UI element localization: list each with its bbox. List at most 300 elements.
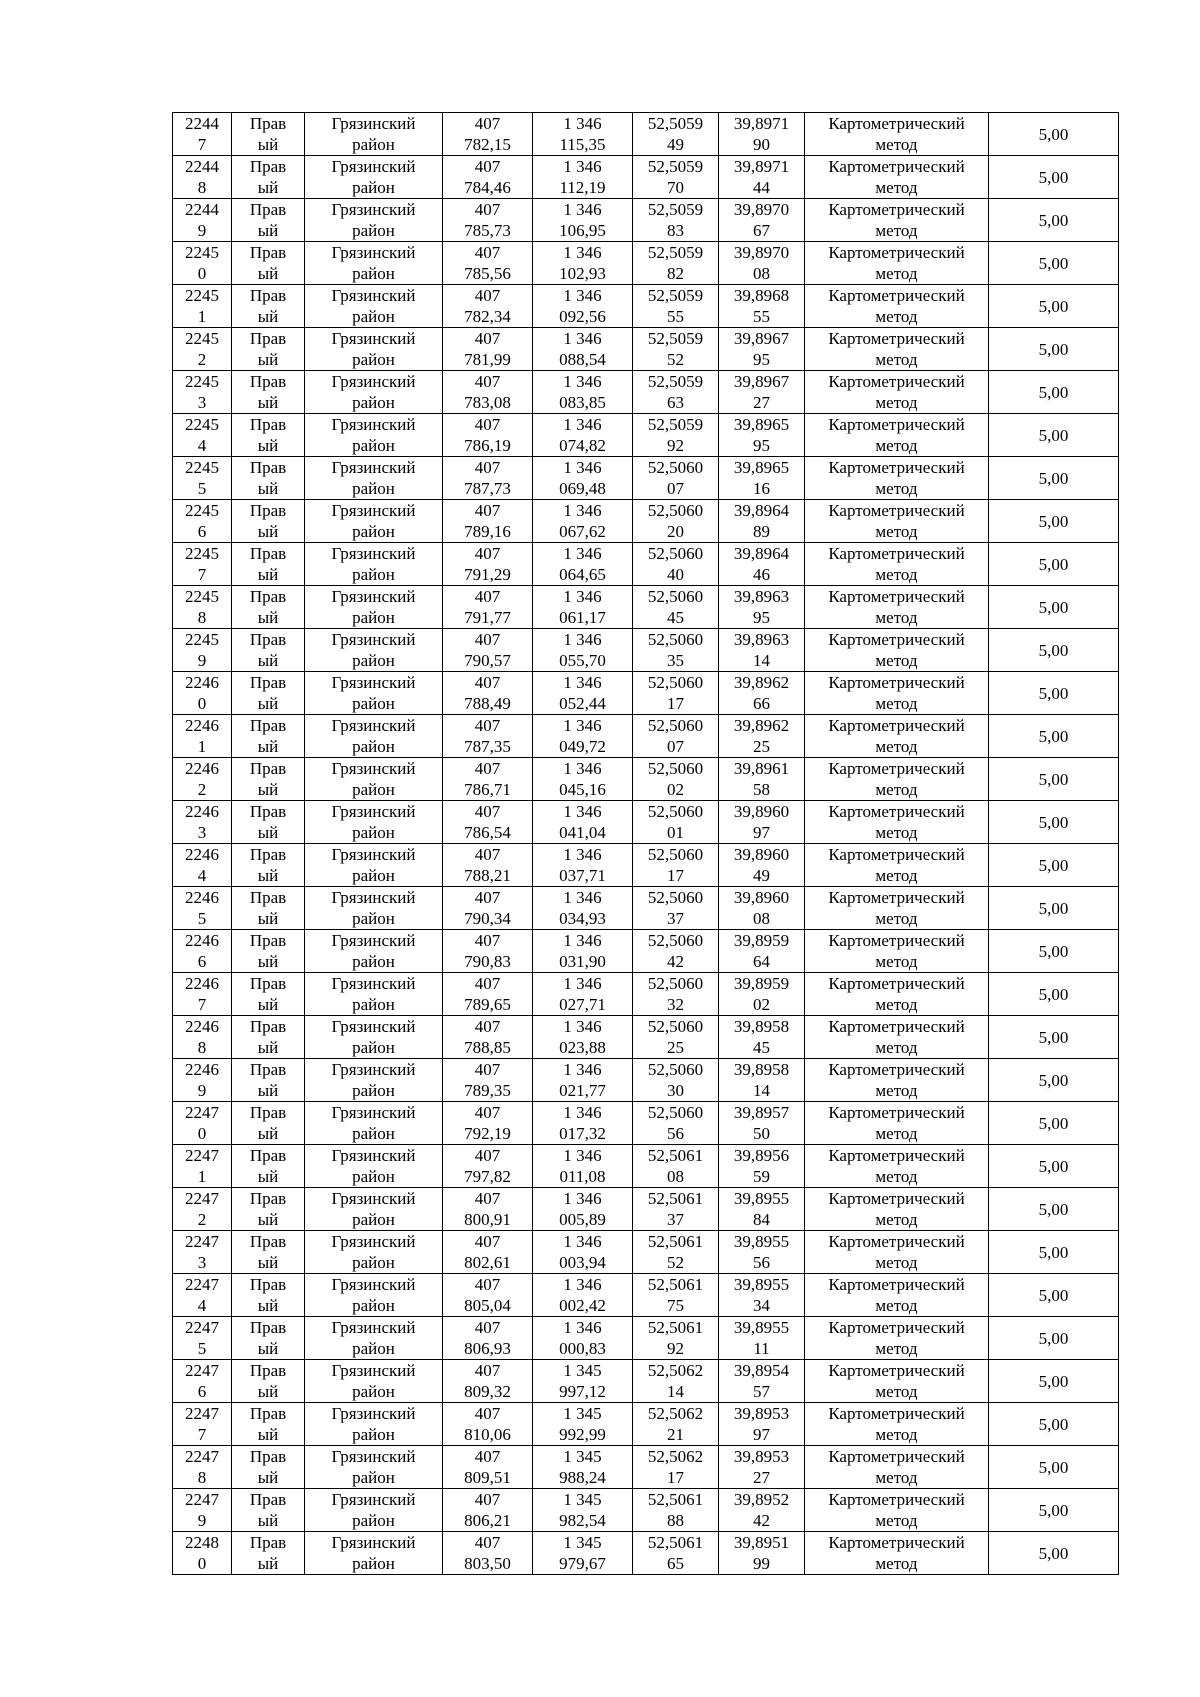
- latitude-cell: [633, 586, 719, 629]
- bank-side-text: Прав: [249, 501, 287, 520]
- table-row: [173, 1102, 1119, 1145]
- x-coordinate-text: 407: [474, 931, 501, 950]
- bank-side-text: Прав: [249, 802, 287, 821]
- bank-side-text: Прав: [249, 1404, 287, 1423]
- district-cell: [305, 113, 443, 156]
- district-text: район: [352, 1081, 395, 1100]
- bank-side-text: ый: [257, 1339, 279, 1358]
- district-text: Грязинский: [331, 845, 416, 864]
- latitude-text: 70: [667, 178, 684, 197]
- latitude-text: 52,5062: [647, 1447, 704, 1466]
- bank-side-cell: [232, 1360, 305, 1403]
- latitude-text: 17: [667, 694, 684, 713]
- longitude-text: 67: [753, 221, 770, 240]
- district-text: район: [352, 909, 395, 928]
- point-number-text: 2246: [185, 974, 219, 993]
- accuracy-cell: 5,00: [989, 1360, 1119, 1403]
- longitude-text: 34: [753, 1296, 770, 1315]
- method-cell: [805, 930, 989, 973]
- point-number-text: 5: [197, 1339, 207, 1358]
- district-text: район: [352, 393, 395, 412]
- method-cell: [805, 1317, 989, 1360]
- point-number-text: 2247: [185, 1189, 219, 1208]
- point-number-text: 2: [197, 350, 207, 369]
- table-row: [173, 414, 1119, 457]
- longitude-text: 39,8967: [733, 329, 790, 348]
- accuracy-cell: 5,00: [989, 672, 1119, 715]
- method-text: Картометрический: [828, 630, 965, 649]
- latitude-text: 52,5059: [647, 200, 704, 219]
- latitude-text: 63: [667, 393, 684, 412]
- x-coordinate-text: 407: [474, 1103, 501, 1122]
- y-coordinate-text: 002,42: [559, 1296, 606, 1315]
- point-number-cell: [173, 500, 232, 543]
- x-coordinate-text: 785,56: [464, 264, 511, 283]
- method-text: Картометрический: [828, 716, 965, 735]
- y-coordinate-text: 011,08: [559, 1167, 606, 1186]
- longitude-cell: [719, 1016, 805, 1059]
- y-coordinate-cell: [533, 1231, 633, 1274]
- method-cell: [805, 1059, 989, 1102]
- accuracy-cell: 5,00: [989, 1145, 1119, 1188]
- bank-side-text: Прав: [249, 1318, 287, 1337]
- latitude-text: 52,5061: [647, 1189, 704, 1208]
- longitude-text: 39,8951: [733, 1533, 790, 1552]
- latitude-text: 75: [667, 1296, 684, 1315]
- district-text: район: [352, 1468, 395, 1487]
- longitude-text: 27: [753, 1468, 770, 1487]
- x-coordinate-text: 809,32: [464, 1382, 511, 1401]
- table-row: [173, 1489, 1119, 1532]
- method-cell: [805, 973, 989, 1016]
- district-text: район: [352, 1511, 395, 1530]
- accuracy-cell: 5,00: [989, 887, 1119, 930]
- x-coordinate-text: 407: [474, 716, 501, 735]
- district-text: Грязинский: [331, 1275, 416, 1294]
- accuracy-cell: 5,00: [989, 1317, 1119, 1360]
- y-coordinate-cell: [533, 285, 633, 328]
- longitude-text: 89: [753, 522, 770, 541]
- latitude-text: 52,5060: [647, 888, 704, 907]
- point-number-text: 2244: [185, 200, 219, 219]
- point-number-text: 2: [197, 1210, 207, 1229]
- method-text: метод: [875, 1554, 918, 1573]
- bank-side-text: ый: [257, 1554, 279, 1573]
- latitude-cell: [633, 242, 719, 285]
- latitude-text: 52,5061: [647, 1490, 704, 1509]
- point-number-cell: [173, 844, 232, 887]
- latitude-cell: [633, 500, 719, 543]
- method-text: Картометрический: [828, 1447, 965, 1466]
- latitude-text: 07: [667, 479, 684, 498]
- method-cell: [805, 242, 989, 285]
- y-coordinate-text: 1 346: [563, 1318, 602, 1337]
- point-number-cell: [173, 973, 232, 1016]
- longitude-cell: [719, 199, 805, 242]
- point-number-text: 2247: [185, 1146, 219, 1165]
- accuracy-cell: 5,00: [989, 1274, 1119, 1317]
- longitude-text: 39,8959: [733, 931, 790, 950]
- y-coordinate-text: 1 346: [563, 802, 602, 821]
- method-text: Картометрический: [828, 372, 965, 391]
- point-number-text: 2246: [185, 931, 219, 950]
- x-coordinate-text: 787,73: [464, 479, 511, 498]
- y-coordinate-cell: [533, 1188, 633, 1231]
- district-cell: [305, 1059, 443, 1102]
- table-row: [173, 586, 1119, 629]
- point-number-text: 5: [197, 909, 207, 928]
- point-number-text: 8: [197, 608, 207, 627]
- longitude-text: 39,8953: [733, 1447, 790, 1466]
- bank-side-cell: [232, 1403, 305, 1446]
- longitude-text: 39,8959: [733, 974, 790, 993]
- latitude-text: 40: [667, 565, 684, 584]
- method-text: Картометрический: [828, 243, 965, 262]
- method-text: метод: [875, 1124, 918, 1143]
- bank-side-cell: [232, 1016, 305, 1059]
- x-coordinate-text: 800,91: [464, 1210, 511, 1229]
- method-text: метод: [875, 952, 918, 971]
- longitude-text: 39,8970: [733, 200, 790, 219]
- y-coordinate-text: 1 346: [563, 1232, 602, 1251]
- x-coordinate-text: 407: [474, 1318, 501, 1337]
- method-text: Картометрический: [828, 759, 965, 778]
- accuracy-cell: 5,00: [989, 1188, 1119, 1231]
- longitude-cell: [719, 1360, 805, 1403]
- x-coordinate-cell: [443, 1016, 533, 1059]
- longitude-text: 90: [753, 135, 770, 154]
- table-row: [173, 113, 1119, 156]
- bank-side-text: Прав: [249, 1189, 287, 1208]
- table-row: [173, 801, 1119, 844]
- table-row: [173, 1188, 1119, 1231]
- district-cell: [305, 156, 443, 199]
- longitude-text: 39,8958: [733, 1060, 790, 1079]
- y-coordinate-cell: [533, 844, 633, 887]
- longitude-text: 95: [753, 436, 770, 455]
- method-text: Картометрический: [828, 157, 965, 176]
- longitude-text: 39,8963: [733, 630, 790, 649]
- point-number-text: 2: [197, 780, 207, 799]
- district-text: Грязинский: [331, 759, 416, 778]
- longitude-text: 39,8967: [733, 372, 790, 391]
- bank-side-cell: [232, 586, 305, 629]
- latitude-cell: [633, 371, 719, 414]
- point-number-text: 7: [197, 995, 207, 1014]
- latitude-cell: [633, 1532, 719, 1575]
- district-text: Грязинский: [331, 716, 416, 735]
- point-number-text: 2247: [185, 1103, 219, 1122]
- y-coordinate-text: 055,70: [559, 651, 606, 670]
- bank-side-text: Прав: [249, 1275, 287, 1294]
- y-coordinate-cell: [533, 1403, 633, 1446]
- longitude-text: 39,8956: [733, 1146, 790, 1165]
- y-coordinate-text: 069,48: [559, 479, 606, 498]
- longitude-text: 39,8953: [733, 1404, 790, 1423]
- point-number-text: 2246: [185, 673, 219, 692]
- bank-side-text: ый: [257, 780, 279, 799]
- table-row: [173, 887, 1119, 930]
- district-text: Грязинский: [331, 974, 416, 993]
- point-number-text: 2246: [185, 759, 219, 778]
- latitude-text: 82: [667, 264, 684, 283]
- latitude-cell: [633, 285, 719, 328]
- method-text: метод: [875, 1468, 918, 1487]
- y-coordinate-cell: [533, 1317, 633, 1360]
- district-cell: [305, 1532, 443, 1575]
- longitude-text: 39,8955: [733, 1189, 790, 1208]
- x-coordinate-text: 788,85: [464, 1038, 511, 1057]
- x-coordinate-text: 789,65: [464, 995, 511, 1014]
- x-coordinate-text: 785,73: [464, 221, 511, 240]
- accuracy-cell: 5,00: [989, 457, 1119, 500]
- latitude-text: 56: [667, 1124, 684, 1143]
- longitude-text: 02: [753, 995, 770, 1014]
- method-cell: [805, 758, 989, 801]
- y-coordinate-text: 112,19: [559, 178, 606, 197]
- longitude-text: 64: [753, 952, 770, 971]
- method-text: метод: [875, 1511, 918, 1530]
- x-coordinate-cell: [443, 285, 533, 328]
- method-text: Картометрический: [828, 673, 965, 692]
- table-row: [173, 930, 1119, 973]
- latitude-cell: [633, 1274, 719, 1317]
- table-row: [173, 156, 1119, 199]
- point-number-cell: [173, 1188, 232, 1231]
- y-coordinate-text: 1 345: [563, 1404, 602, 1423]
- x-coordinate-cell: [443, 1446, 533, 1489]
- district-cell: [305, 500, 443, 543]
- y-coordinate-text: 1 346: [563, 587, 602, 606]
- point-number-text: 2247: [185, 1275, 219, 1294]
- bank-side-text: ый: [257, 1468, 279, 1487]
- y-coordinate-cell: [533, 973, 633, 1016]
- method-text: Картометрический: [828, 1318, 965, 1337]
- longitude-text: 39,8955: [733, 1232, 790, 1251]
- point-number-cell: [173, 887, 232, 930]
- longitude-cell: [719, 285, 805, 328]
- method-cell: [805, 285, 989, 328]
- point-number-text: 2245: [185, 329, 219, 348]
- x-coordinate-text: 407: [474, 243, 501, 262]
- district-text: район: [352, 178, 395, 197]
- method-cell: [805, 715, 989, 758]
- method-text: метод: [875, 264, 918, 283]
- longitude-cell: [719, 715, 805, 758]
- method-text: метод: [875, 1425, 918, 1444]
- method-text: Картометрический: [828, 931, 965, 950]
- method-text: Картометрический: [828, 286, 965, 305]
- bank-side-text: Прав: [249, 329, 287, 348]
- table-row: [173, 242, 1119, 285]
- latitude-cell: [633, 1446, 719, 1489]
- point-number-text: 2245: [185, 372, 219, 391]
- point-number-cell: [173, 1059, 232, 1102]
- longitude-cell: [719, 930, 805, 973]
- district-cell: [305, 715, 443, 758]
- bank-side-cell: [232, 1489, 305, 1532]
- bank-side-cell: [232, 1059, 305, 1102]
- latitude-cell: [633, 844, 719, 887]
- district-text: район: [352, 565, 395, 584]
- longitude-text: 97: [753, 823, 770, 842]
- latitude-text: 52,5062: [647, 1404, 704, 1423]
- x-coordinate-cell: [443, 1231, 533, 1274]
- district-cell: [305, 930, 443, 973]
- method-text: Картометрический: [828, 1017, 965, 1036]
- y-coordinate-cell: [533, 414, 633, 457]
- bank-side-text: ый: [257, 866, 279, 885]
- y-coordinate-text: 023,88: [559, 1038, 606, 1057]
- method-text: Картометрический: [828, 1146, 965, 1165]
- latitude-text: 55: [667, 307, 684, 326]
- x-coordinate-text: 791,29: [464, 565, 511, 584]
- point-number-text: 7: [197, 565, 207, 584]
- point-number-text: 1: [197, 1167, 207, 1186]
- x-coordinate-text: 782,15: [464, 135, 511, 154]
- y-coordinate-cell: [533, 500, 633, 543]
- latitude-text: 07: [667, 737, 684, 756]
- table-row: [173, 1231, 1119, 1274]
- district-text: Грязинский: [331, 286, 416, 305]
- method-text: метод: [875, 565, 918, 584]
- bank-side-text: ый: [257, 909, 279, 928]
- latitude-text: 52,5060: [647, 974, 704, 993]
- latitude-cell: [633, 1317, 719, 1360]
- point-number-text: 2247: [185, 1490, 219, 1509]
- point-number-text: 2245: [185, 415, 219, 434]
- x-coordinate-cell: [443, 242, 533, 285]
- bank-side-cell: [232, 285, 305, 328]
- point-number-text: 2247: [185, 1447, 219, 1466]
- district-text: район: [352, 350, 395, 369]
- method-text: метод: [875, 178, 918, 197]
- accuracy-cell: 5,00: [989, 199, 1119, 242]
- y-coordinate-text: 1 346: [563, 501, 602, 520]
- longitude-text: 39,8971: [733, 114, 790, 133]
- y-coordinate-text: 1 346: [563, 716, 602, 735]
- longitude-cell: [719, 543, 805, 586]
- point-number-text: 3: [197, 823, 207, 842]
- y-coordinate-text: 1 346: [563, 630, 602, 649]
- y-coordinate-cell: [533, 586, 633, 629]
- longitude-text: 16: [753, 479, 770, 498]
- method-text: метод: [875, 780, 918, 799]
- y-coordinate-text: 1 346: [563, 372, 602, 391]
- y-coordinate-text: 1 345: [563, 1447, 602, 1466]
- bank-side-cell: [232, 113, 305, 156]
- latitude-text: 52,5060: [647, 759, 704, 778]
- district-text: район: [352, 522, 395, 541]
- bank-side-text: Прав: [249, 587, 287, 606]
- point-number-text: 9: [197, 1081, 207, 1100]
- accuracy-cell: 5,00: [989, 543, 1119, 586]
- method-text: Картометрический: [828, 974, 965, 993]
- y-coordinate-text: 064,65: [559, 565, 606, 584]
- x-coordinate-text: 407: [474, 845, 501, 864]
- y-coordinate-text: 1 346: [563, 1146, 602, 1165]
- longitude-text: 58: [753, 780, 770, 799]
- district-text: район: [352, 1296, 395, 1315]
- x-coordinate-cell: [443, 328, 533, 371]
- y-coordinate-text: 045,16: [559, 780, 606, 799]
- district-text: Грязинский: [331, 372, 416, 391]
- x-coordinate-cell: [443, 1145, 533, 1188]
- latitude-cell: [633, 1059, 719, 1102]
- district-text: Грязинский: [331, 931, 416, 950]
- district-cell: [305, 1231, 443, 1274]
- district-text: район: [352, 1124, 395, 1143]
- longitude-text: 46: [753, 565, 770, 584]
- latitude-text: 52,5060: [647, 802, 704, 821]
- y-coordinate-text: 1 346: [563, 888, 602, 907]
- latitude-cell: [633, 1403, 719, 1446]
- method-text: метод: [875, 436, 918, 455]
- longitude-text: 39,8955: [733, 1318, 790, 1337]
- bank-side-cell: [232, 457, 305, 500]
- y-coordinate-text: 1 346: [563, 845, 602, 864]
- y-coordinate-text: 037,71: [559, 866, 606, 885]
- y-coordinate-cell: [533, 457, 633, 500]
- district-text: район: [352, 651, 395, 670]
- point-number-text: 2245: [185, 501, 219, 520]
- district-cell: [305, 199, 443, 242]
- table-row: [173, 457, 1119, 500]
- bank-side-text: Прав: [249, 1146, 287, 1165]
- bank-side-cell: [232, 1446, 305, 1489]
- district-text: Грязинский: [331, 1490, 416, 1509]
- district-cell: [305, 1102, 443, 1145]
- accuracy-cell: 5,00: [989, 1016, 1119, 1059]
- district-text: район: [352, 264, 395, 283]
- bank-side-text: Прав: [249, 415, 287, 434]
- district-text: Грязинский: [331, 114, 416, 133]
- longitude-cell: [719, 371, 805, 414]
- y-coordinate-text: 005,89: [559, 1210, 606, 1229]
- longitude-cell: [719, 1188, 805, 1231]
- method-text: Картометрический: [828, 1232, 965, 1251]
- longitude-cell: [719, 1059, 805, 1102]
- latitude-text: 52,5060: [647, 1017, 704, 1036]
- method-cell: [805, 1274, 989, 1317]
- x-coordinate-text: 407: [474, 157, 501, 176]
- method-cell: [805, 1532, 989, 1575]
- latitude-text: 88: [667, 1511, 684, 1530]
- longitude-cell: [719, 672, 805, 715]
- bank-side-text: Прав: [249, 1103, 287, 1122]
- method-text: метод: [875, 1339, 918, 1358]
- point-number-cell: [173, 113, 232, 156]
- accuracy-cell: 5,00: [989, 758, 1119, 801]
- y-coordinate-cell: [533, 758, 633, 801]
- method-cell: [805, 113, 989, 156]
- x-coordinate-cell: [443, 457, 533, 500]
- bank-side-text: Прав: [249, 243, 287, 262]
- method-text: Картометрический: [828, 888, 965, 907]
- y-coordinate-text: 017,32: [559, 1124, 606, 1143]
- latitude-cell: [633, 328, 719, 371]
- longitude-text: 25: [753, 737, 770, 756]
- longitude-text: 39,8970: [733, 243, 790, 262]
- latitude-text: 49: [667, 135, 684, 154]
- method-text: метод: [875, 823, 918, 842]
- x-coordinate-text: 786,54: [464, 823, 511, 842]
- district-text: район: [352, 866, 395, 885]
- point-number-text: 6: [197, 1382, 207, 1401]
- x-coordinate-cell: [443, 371, 533, 414]
- longitude-text: 44: [753, 178, 770, 197]
- x-coordinate-text: 407: [474, 415, 501, 434]
